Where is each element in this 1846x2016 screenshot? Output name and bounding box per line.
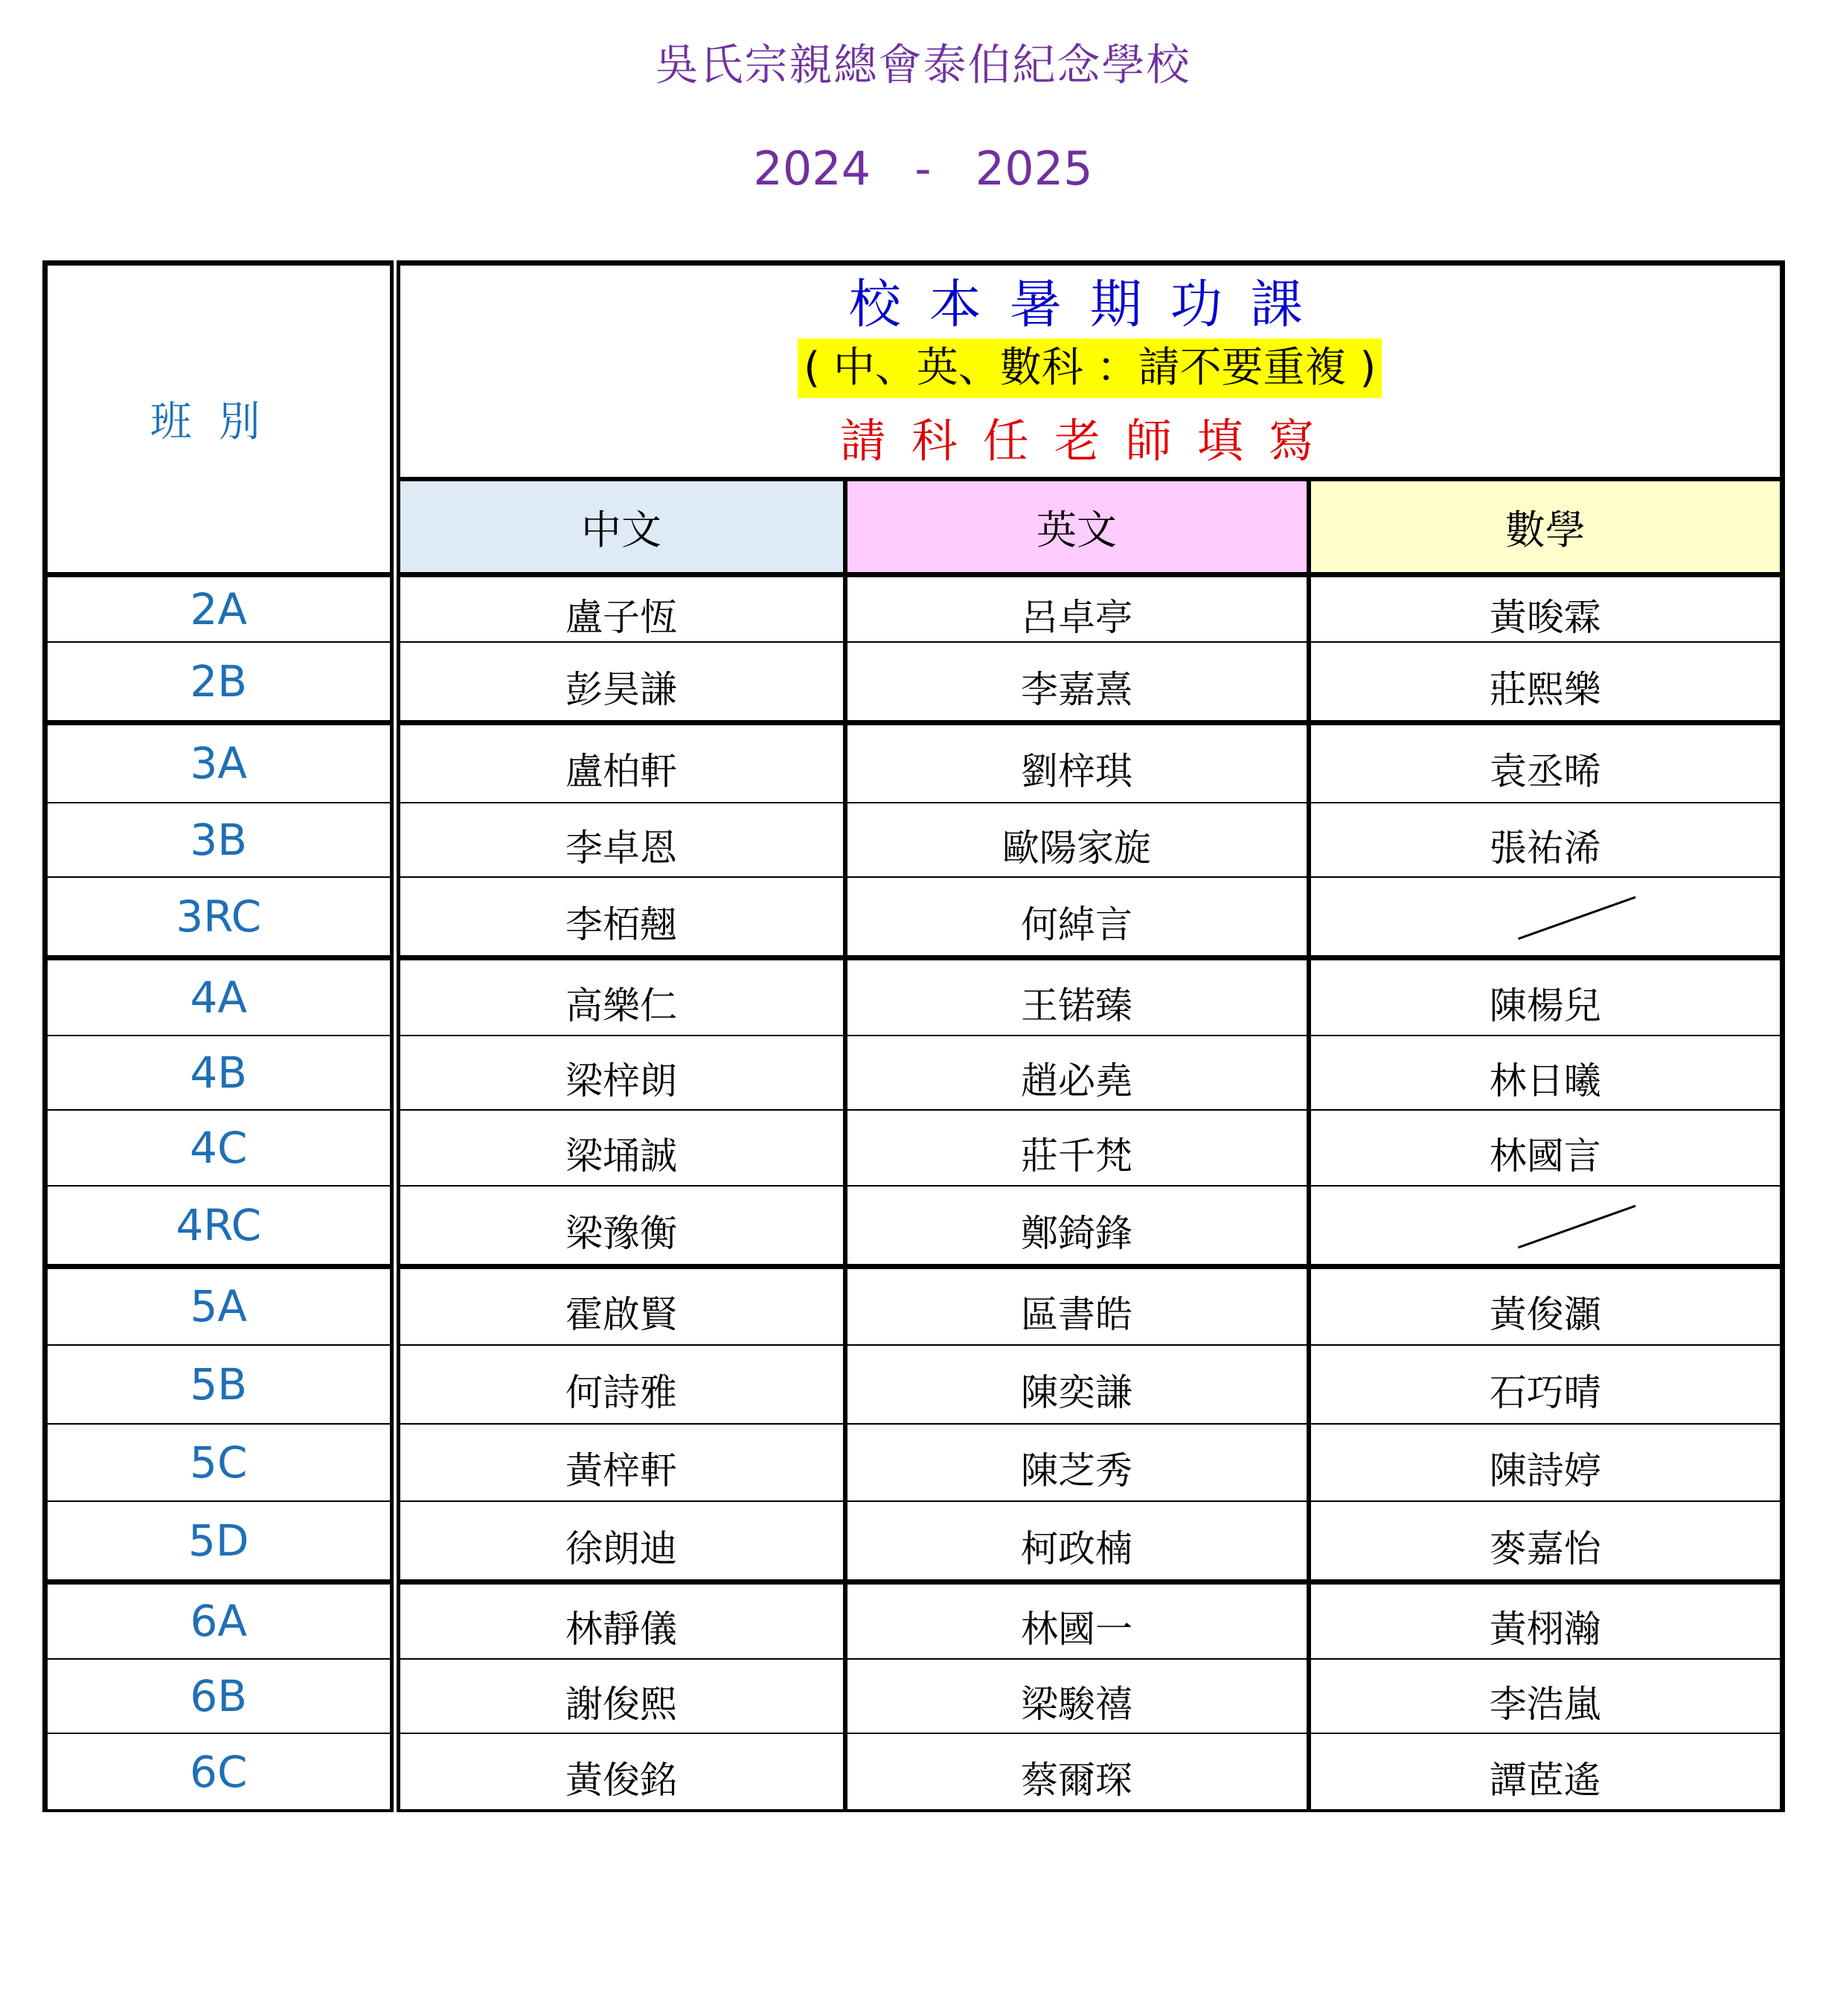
student-name-chinese: 李栢翹 — [395, 877, 845, 958]
class-cell: 6B — [45, 1659, 395, 1733]
table-row — [45, 1501, 1783, 1582]
student-name-chinese: 徐朗迪 — [395, 1501, 845, 1582]
student-name-chinese: 霍啟賢 — [395, 1266, 845, 1345]
student-name-english: 莊千梵 — [845, 1110, 1309, 1186]
subject-header-math: 數學 — [1309, 479, 1783, 575]
title-line-3: 請科任老師填寫 — [839, 414, 1340, 468]
table-row — [45, 958, 1783, 1036]
table-row — [45, 1733, 1783, 1811]
student-name-english: 何綽言 — [845, 877, 1309, 958]
student-name-chinese: 謝俊熙 — [395, 1659, 845, 1733]
student-name-math: 林國言 — [1309, 1110, 1783, 1186]
table-row — [45, 803, 1783, 877]
table-title — [395, 263, 1783, 480]
class-cell: 4B — [45, 1036, 395, 1110]
table-row — [45, 575, 1783, 643]
student-name-english: 林國一 — [845, 1582, 1309, 1659]
class-cell: 4A — [45, 958, 395, 1036]
class-cell: 3A — [45, 722, 395, 803]
student-name-math: 黃晙霖 — [1309, 575, 1783, 643]
class-cell: 6C — [45, 1733, 395, 1811]
student-name-chinese: 高樂仁 — [395, 958, 845, 1036]
table-row — [45, 1186, 1783, 1267]
title-line-1: 校本暑期功課 — [848, 274, 1331, 335]
student-name-chinese: 何詩雅 — [395, 1345, 845, 1424]
class-cell: 6A — [45, 1582, 395, 1659]
student-name-chinese: 彭昊謙 — [395, 642, 845, 722]
class-cell: 3B — [45, 803, 395, 877]
student-name-math: 黃俊灝 — [1309, 1266, 1783, 1345]
student-name-english: 呂卓亭 — [845, 575, 1309, 643]
table-row — [45, 1036, 1783, 1110]
student-name-math: 林日曦 — [1309, 1036, 1783, 1110]
slash-mark-icon — [1311, 888, 1781, 955]
title-row — [45, 263, 1783, 480]
summer-homework-table — [42, 260, 1785, 1812]
student-name-english: 趙必堯 — [845, 1036, 1309, 1110]
student-name-english: 劉梓琪 — [845, 722, 1309, 803]
student-name-math: 袁丞晞 — [1309, 722, 1783, 803]
student-name-chinese: 黃梓軒 — [395, 1424, 845, 1501]
student-name-chinese: 李卓恩 — [395, 803, 845, 877]
class-cell: 3RC — [45, 877, 395, 958]
school-year: 2024 - 2025 — [753, 141, 1093, 196]
student-name-chinese: 盧柏軒 — [395, 722, 845, 803]
table-row — [45, 1659, 1783, 1733]
student-name-chinese: 梁埇誠 — [395, 1110, 845, 1186]
student-name-math: 黃栩瀚 — [1309, 1582, 1783, 1659]
student-name-math: 陳楊兒 — [1309, 958, 1783, 1036]
student-name-math: 陳詩婷 — [1309, 1424, 1783, 1501]
student-name-chinese: 黃俊銘 — [395, 1733, 845, 1811]
class-cell: 4C — [45, 1110, 395, 1186]
student-name-english: 王锘臻 — [845, 958, 1309, 1036]
student-name-english: 陳芝秀 — [845, 1424, 1309, 1501]
class-cell: 2B — [45, 642, 395, 722]
class-cell: 5B — [45, 1345, 395, 1424]
student-name-chinese: 林靜儀 — [395, 1582, 845, 1659]
table-row — [45, 1424, 1783, 1501]
class-cell: 5C — [45, 1424, 395, 1501]
student-name-math: 莊熙樂 — [1309, 642, 1783, 722]
student-name-english: 蔡爾琛 — [845, 1733, 1309, 1811]
table-row — [45, 642, 1783, 722]
student-name-math: 李浩嵐 — [1309, 1659, 1783, 1733]
student-name-english: 李嘉熹 — [845, 642, 1309, 722]
student-name-chinese: 梁豫衡 — [395, 1186, 845, 1267]
table-row — [45, 1582, 1783, 1659]
student-name-chinese: 梁梓朗 — [395, 1036, 845, 1110]
table-row — [45, 722, 1783, 803]
class-column-header: 班別 — [45, 263, 395, 575]
student-name-english: 梁駿禧 — [845, 1659, 1309, 1733]
subject-header-english: 英文 — [845, 479, 1309, 575]
table-row — [45, 1110, 1783, 1186]
subject-header-chinese: 中文 — [395, 479, 845, 575]
class-cell: 5D — [45, 1501, 395, 1582]
not-applicable-slash — [1309, 1186, 1783, 1267]
table-row — [45, 1345, 1783, 1424]
class-cell: 2A — [45, 575, 395, 643]
table-row — [45, 877, 1783, 958]
school-name: 吳氏宗親總會泰伯紀念學校 — [655, 39, 1191, 90]
student-name-math: 石巧晴 — [1309, 1345, 1783, 1424]
student-name-english: 歐陽家旋 — [845, 803, 1309, 877]
not-applicable-slash — [1309, 877, 1783, 958]
table-row — [45, 1266, 1783, 1345]
student-name-math: 麥嘉怡 — [1309, 1501, 1783, 1582]
student-name-math: 張祐浠 — [1309, 803, 1783, 877]
student-name-english: 柯政楠 — [845, 1501, 1309, 1582]
title-line-2-highlighted: ( 中、英、數科 ：請不要重複 ) — [798, 338, 1382, 398]
student-name-english: 鄭錡鋒 — [845, 1186, 1309, 1267]
slash-mark-icon — [1311, 1197, 1781, 1264]
student-name-math: 譚茝遙 — [1309, 1733, 1783, 1811]
class-cell: 4RC — [45, 1186, 395, 1267]
student-name-chinese: 盧子恆 — [395, 575, 845, 643]
class-cell: 5A — [45, 1266, 395, 1345]
student-name-english: 區書皓 — [845, 1266, 1309, 1345]
student-name-english: 陳奕謙 — [845, 1345, 1309, 1424]
